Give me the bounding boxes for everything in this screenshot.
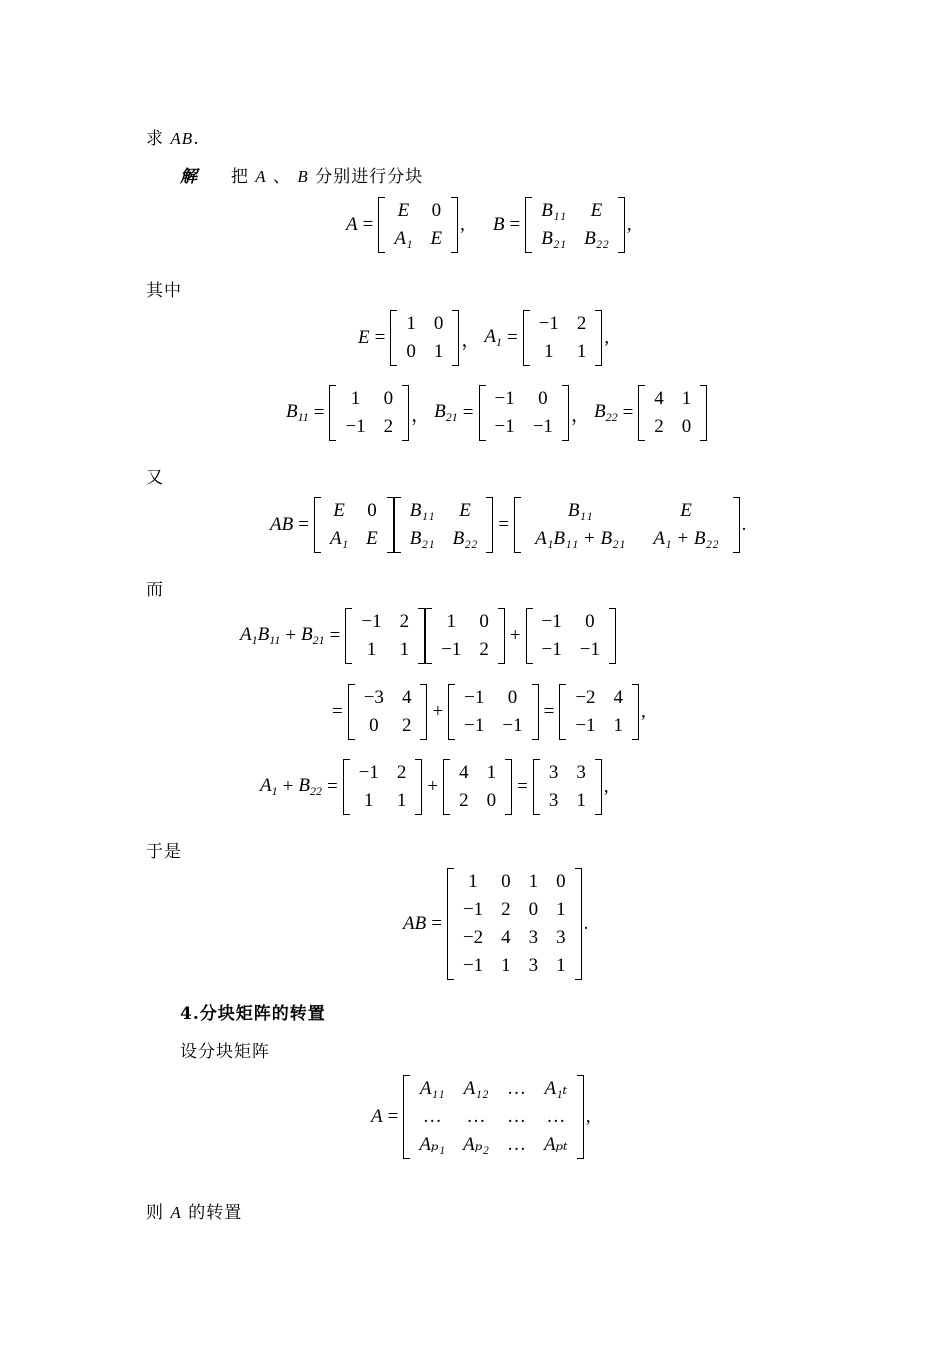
sub-21: 21	[445, 410, 458, 424]
sub-11: 11	[297, 410, 309, 424]
lhs-b: B	[298, 775, 310, 796]
matrix-cell: 0	[585, 611, 595, 632]
matrix-cell: 2	[479, 639, 489, 660]
matrix-cell: 1	[613, 715, 624, 736]
last-line	[146, 1198, 242, 1223]
matrix-cell: 0	[486, 790, 497, 811]
matrix-cell: E	[397, 200, 410, 221]
matrix-cell: E	[430, 228, 443, 249]
equals-sign: =	[506, 327, 518, 348]
equals-sign: =	[462, 402, 474, 423]
matrix-cell: 1	[364, 790, 374, 811]
solution-sep: 、	[273, 167, 292, 187]
equals-sign: =	[517, 776, 528, 797]
matrix-cell: −1	[358, 762, 379, 783]
matrix-b21	[479, 385, 569, 441]
equals-sign: =	[431, 913, 442, 934]
matrix-cell: 4	[654, 388, 664, 409]
equation-block-partition	[346, 197, 632, 253]
matrix-cell: A₁ₜ	[544, 1078, 568, 1099]
intro-expr: AB	[170, 129, 194, 148]
matrix-result1	[559, 684, 639, 740]
plus-sign: +	[432, 701, 444, 722]
matrix-cell: Aₚ₁	[419, 1134, 446, 1155]
matrix-cell: −3	[363, 687, 384, 708]
matrix-b-block	[525, 197, 625, 253]
sub-1: 1	[251, 633, 258, 647]
matrix-cell: 0	[681, 416, 692, 437]
matrix-cell: 4	[459, 762, 469, 783]
sub-21: 21	[312, 633, 325, 647]
equation-b-blocks	[286, 385, 707, 441]
lhs-a: A	[346, 214, 358, 235]
matrix-cell: 2	[654, 416, 664, 437]
matrix-cell: A₁	[394, 228, 413, 249]
equation-a1-plus-b22	[260, 759, 609, 815]
matrix-cell: 1	[350, 388, 361, 409]
matrix-cell: 1	[406, 313, 416, 334]
matrix-cell: 0	[433, 313, 444, 334]
lhs-b: B	[492, 214, 505, 235]
matrix-cell: 0	[556, 871, 566, 892]
matrix-cell: −1	[462, 955, 484, 976]
equation-ab-block	[270, 497, 746, 553]
matrix-cell: 2	[396, 762, 407, 783]
matrix-cell: 0	[479, 611, 489, 632]
matrix-cell: 3	[528, 927, 539, 948]
matrix-cell: 1	[486, 762, 497, 783]
matrix-ab-block	[514, 497, 740, 553]
matrix-cell: B₁₁	[541, 200, 567, 221]
matrix-cell: 1	[468, 871, 478, 892]
comma: ,	[460, 214, 465, 235]
matrix-cell: 1	[681, 388, 692, 409]
period: .	[583, 913, 589, 934]
plus-sign: +	[427, 776, 439, 797]
matrix-cell: −2	[575, 687, 596, 708]
matrix-cell: A₁₁	[419, 1078, 445, 1099]
word-er: 而	[146, 580, 164, 600]
matrix-b21-3	[448, 684, 538, 740]
lhs-e: E	[358, 327, 370, 348]
matrix-cell: 2	[399, 611, 410, 632]
matrix-cell: 0	[501, 871, 511, 892]
sub-1: 1	[271, 784, 278, 798]
matrix-cell: …	[506, 1106, 526, 1127]
matrix-step2	[348, 684, 428, 740]
lhs-ab: AB	[403, 913, 427, 934]
matrix-cell: 3	[576, 762, 586, 783]
matrix-b11-2	[425, 608, 505, 664]
solution-var-a: A	[255, 167, 267, 186]
word-qizhong: 其中	[146, 281, 182, 301]
equation-a1b11-line1	[240, 608, 616, 664]
equals-sign: =	[326, 776, 338, 797]
matrix-cell: Aₚ₂	[463, 1134, 489, 1155]
comma: ,	[585, 1106, 591, 1127]
matrix-cell: B₂₂	[452, 528, 478, 549]
matrix-cell: 1	[544, 341, 554, 362]
equals-sign: =	[509, 214, 521, 235]
equals-sign: =	[622, 402, 634, 423]
matrix-a-block	[378, 197, 458, 253]
matrix-cell: −1	[494, 416, 515, 437]
plus-sign: +	[282, 776, 294, 797]
matrix-cell: 0	[369, 715, 379, 736]
matrix-a-block-2	[314, 497, 394, 553]
comma: ,	[641, 701, 646, 722]
section-line1: 设分块矩阵	[180, 1042, 270, 1062]
lhs-ab: AB	[270, 514, 294, 535]
solution-line	[180, 162, 423, 187]
matrix-cell: −1	[532, 416, 553, 437]
intro-line	[146, 124, 200, 149]
equation-ab-result	[403, 868, 588, 980]
matrix-cell: 1	[446, 611, 456, 632]
matrix-cell: 4	[401, 687, 412, 708]
matrix-cell: 1	[576, 790, 586, 811]
equals-sign: =	[543, 701, 555, 722]
matrix-cell: 1	[366, 639, 377, 660]
matrix-b22	[638, 385, 707, 441]
equals-sign: =	[374, 327, 386, 348]
comma: ，	[461, 329, 481, 351]
matrix-cell: −1	[502, 715, 523, 736]
matrix-cell: 2	[401, 715, 412, 736]
lhs-b21: B	[434, 401, 446, 422]
matrix-cell: 1	[501, 955, 511, 976]
matrix-b11	[329, 385, 409, 441]
comma: ，	[570, 404, 590, 426]
matrix-cell: −1	[345, 416, 366, 437]
matrix-b22-2	[443, 759, 512, 815]
period: .	[741, 514, 747, 535]
equals-sign: =	[362, 214, 374, 235]
matrix-e	[390, 310, 459, 366]
matrix-cell: 3	[548, 790, 559, 811]
matrix-cell: 3	[548, 762, 559, 783]
matrix-cell: E	[459, 500, 471, 521]
matrix-cell: −1	[441, 639, 462, 660]
lhs-b: B	[301, 624, 313, 645]
last-post: 的转置	[188, 1203, 243, 1223]
lhs-b: B	[257, 624, 270, 645]
matrix-cell: A₁ + B₂₂	[653, 528, 719, 549]
matrix-cell: −1	[494, 388, 515, 409]
matrix-cell: B₂₁	[409, 528, 435, 549]
comma: ,	[604, 327, 610, 348]
matrix-ab	[447, 868, 582, 980]
matrix-cell: −1	[464, 687, 485, 708]
matrix-b-block-2	[394, 497, 494, 553]
matrix-cell: 1	[399, 639, 410, 660]
matrix-cell: B₂₁	[541, 228, 567, 249]
last-var: A	[170, 1203, 182, 1222]
matrix-cell: 0	[383, 388, 394, 409]
matrix-b21-2	[526, 608, 616, 664]
sub-22: 22	[309, 784, 322, 798]
matrix-cell: −1	[541, 611, 562, 632]
matrix-cell: 2	[459, 790, 469, 811]
solution-text-post: 分别进行分块	[315, 167, 424, 187]
matrix-cell: 1	[556, 899, 566, 920]
equation-general-a	[371, 1075, 591, 1159]
matrix-cell: 1	[433, 341, 444, 362]
solution-text-pre: 把	[230, 167, 249, 187]
equals-sign: =	[313, 402, 325, 423]
matrix-cell: B₁₁	[409, 500, 435, 521]
solution-label: 解	[180, 167, 198, 186]
lhs-a1: A	[484, 326, 496, 347]
matrix-cell: …	[466, 1106, 486, 1127]
matrix-cell: 4	[501, 927, 511, 948]
matrix-cell: A₁₂	[463, 1078, 489, 1099]
matrix-cell: 3	[556, 927, 566, 948]
matrix-cell: …	[546, 1106, 566, 1127]
matrix-cell: 1	[556, 955, 566, 976]
lhs-b22: B	[593, 401, 606, 422]
word-yushi: 于是	[146, 842, 182, 862]
matrix-cell: E	[333, 500, 345, 521]
matrix-cell: …	[506, 1078, 526, 1099]
matrix-cell: Aₚₜ	[543, 1134, 568, 1155]
matrix-cell: −1	[538, 313, 559, 334]
matrix-cell: B₁₁	[567, 500, 593, 521]
matrix-cell: 1	[396, 790, 407, 811]
plus-sign: +	[285, 625, 297, 646]
equals-sign: =	[498, 514, 510, 535]
matrix-cell: 0	[538, 388, 548, 409]
matrix-cell: 0	[507, 687, 518, 708]
lhs-a: A	[260, 775, 272, 796]
equals-sign: =	[332, 701, 343, 722]
equals-sign: =	[329, 625, 341, 646]
matrix-cell: …	[506, 1134, 526, 1155]
solution-var-b: B	[297, 167, 309, 186]
last-pre: 则	[146, 1203, 164, 1223]
comma: ,	[603, 776, 609, 797]
comma: ,	[626, 214, 632, 235]
matrix-cell: −2	[462, 927, 484, 948]
equals-sign: =	[387, 1106, 399, 1127]
matrix-cell: −1	[462, 899, 484, 920]
sub-11: 11	[269, 633, 281, 647]
equation-a1b11-line2	[327, 684, 646, 740]
matrix-a1-2	[345, 608, 425, 664]
equation-e-a1	[358, 310, 609, 366]
matrix-cell: 4	[613, 687, 624, 708]
matrix-cell: 0	[367, 500, 377, 521]
matrix-cell: −1	[361, 611, 382, 632]
sub-22: 22	[605, 410, 618, 424]
matrix-cell: 1	[528, 871, 539, 892]
intro-prefix: 求	[146, 129, 164, 149]
matrix-cell: E	[680, 500, 692, 521]
word-you: 又	[146, 468, 164, 488]
matrix-cell: 3	[528, 955, 539, 976]
matrix-cell: 0	[406, 341, 416, 362]
lhs-a: A	[371, 1106, 383, 1127]
matrix-a-general	[403, 1075, 584, 1159]
matrix-cell: 2	[501, 899, 511, 920]
lhs-b11: B	[286, 401, 298, 422]
plus-sign: +	[509, 625, 521, 646]
matrix-cell: B₂₂	[584, 228, 609, 249]
matrix-cell: −1	[541, 639, 562, 660]
matrix-cell: 0	[528, 899, 539, 920]
matrix-cell: −1	[579, 639, 600, 660]
matrix-a1	[523, 310, 603, 366]
comma: ，	[411, 404, 431, 426]
matrix-cell: −1	[575, 715, 596, 736]
matrix-cell: E	[590, 200, 603, 221]
matrix-cell: E	[366, 528, 378, 549]
matrix-cell: 0	[431, 200, 442, 221]
section-title: 4.分块矩阵的转置	[180, 1004, 326, 1024]
matrix-result2	[533, 759, 602, 815]
matrix-cell: A₁	[329, 528, 349, 549]
matrix-cell: 1	[576, 341, 587, 362]
intro-suffix: .	[193, 129, 200, 149]
matrix-cell: A₁B₁₁ + B₂₁	[535, 528, 626, 549]
matrix-cell: −1	[464, 715, 485, 736]
sub-1: 1	[495, 335, 502, 349]
matrix-a1-3	[343, 759, 423, 815]
equals-sign: =	[298, 514, 309, 535]
matrix-cell: …	[422, 1106, 442, 1127]
lhs-a: A	[240, 624, 252, 645]
matrix-cell: 2	[576, 313, 587, 334]
matrix-cell: 2	[383, 416, 394, 437]
